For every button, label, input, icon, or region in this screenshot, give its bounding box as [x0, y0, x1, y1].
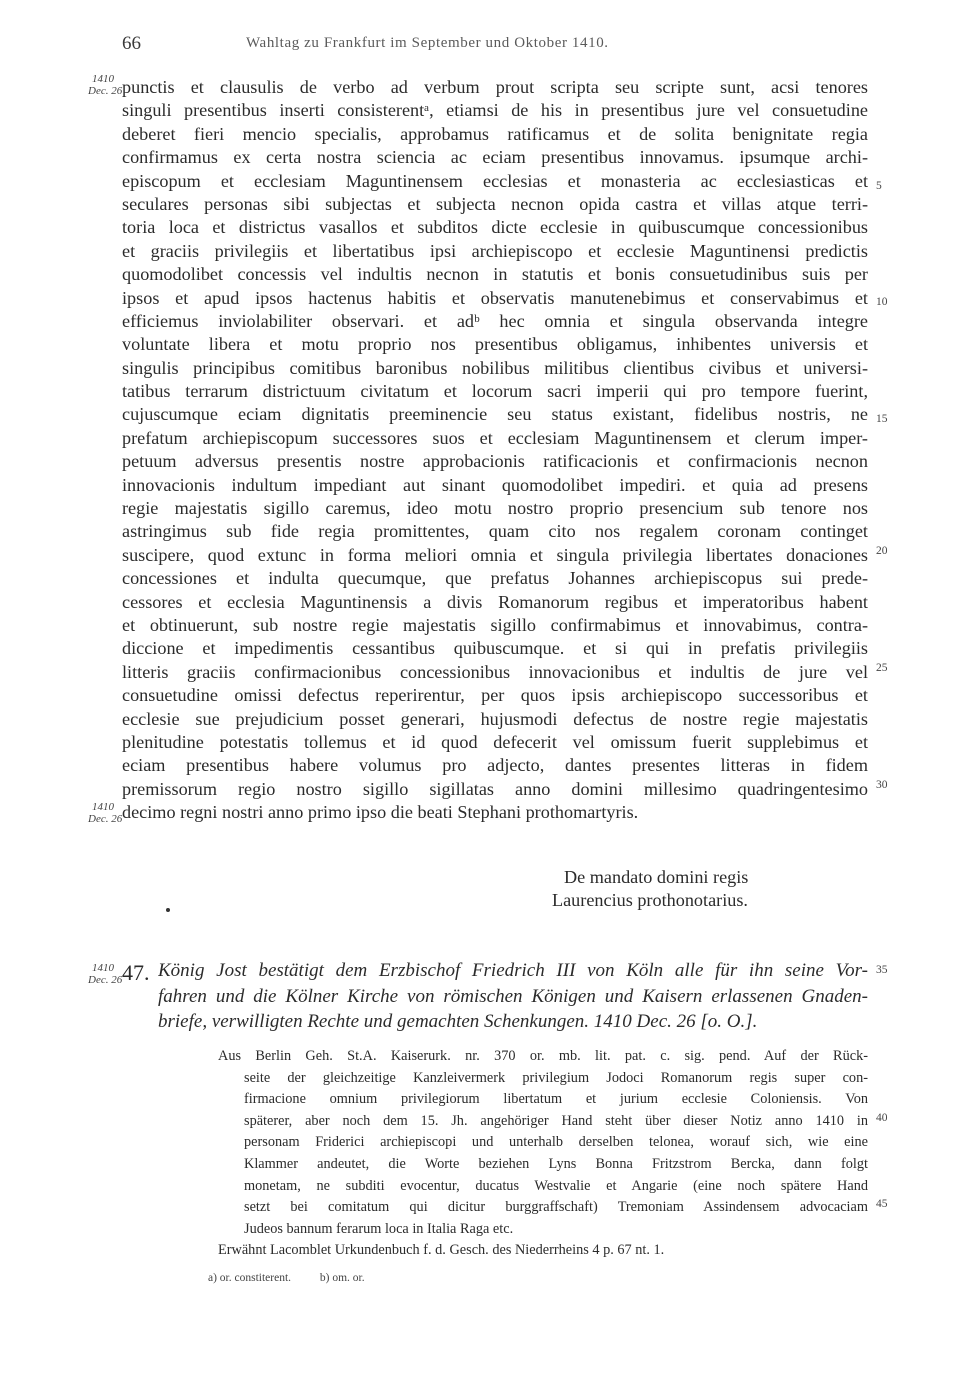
text-line: prefatum archiepiscopum successores suos et ecclesiam Maguntinensem et clerum imper- [122, 427, 868, 448]
margin-year: 1410 [92, 73, 114, 85]
text-line: innovacionis indultum impediant aut sinant quomodolibet impediri. et quia ad presens [122, 474, 868, 495]
note-line: Erwähnt Lacomblet Urkundenbuch f. d. Gesch. des Niederrheins 4 p. 67 nt. 1. [218, 1242, 665, 1259]
line-number: 40 [876, 1112, 888, 1124]
regest-line: briefe, verwilligten Rechte und gemachten Schenkungen. 1410 Dec. 26 [o. O.]. [158, 1011, 758, 1032]
margin-day: Dec. 26 [88, 85, 123, 97]
margin-date-lower [88, 801, 122, 825]
note-line: Klammer andeutet, die Worte beziehen Lyns Bonna Fritzstrom Bercka, dann folgt [244, 1155, 868, 1172]
text-line: singulis principibus comitibus baronibus nobilibus militibus clientibus civibus et universi- [122, 357, 868, 378]
text-line: punctis et clausulis de verbo ad verbum prout scripta seu scripte sunt, acsi tenores [122, 77, 868, 97]
footnote: b) om. or. [319, 1272, 365, 1284]
margin-day: Dec. 26 [88, 974, 123, 986]
regest-line: fahren und die Kölner Kirche von römischen Königen und Kaisern erlassenen Gnaden- [158, 985, 868, 1007]
line-number: 45 [876, 1198, 888, 1210]
text-line: plenitudine potestatis tollemus et id quod defecerit vel omissum fuerit supplebimus et [122, 731, 868, 752]
margin-date-doc [88, 962, 122, 986]
text-line: suscipere, quod extunc in forma meliori omnia et singula privilegia libertates donaciones [122, 544, 868, 565]
text-line: quomodolibet concessis vel indultis necnon in statutis et bonis consuetudinibus suis per [122, 264, 868, 285]
line-number: 10 [876, 296, 888, 308]
regest-line: König Jost bestätigt dem Erzbischof Friedrich III von Köln alle für ihn seine Vor- [158, 960, 868, 981]
text-line: petuum adversus presentis nostre approbacionis ratificacionis et confirmacionis necnon [122, 451, 868, 472]
line-number: 15 [876, 413, 888, 425]
margin-day: Dec. 26 [88, 813, 123, 825]
text-line: astringimus sub fide regia promittentes, quam cito nos regalem coronam continget [122, 521, 868, 542]
text-line: litteris graciis confirmacionibus concessionibus innovacionibus et indultis de jure vel [122, 661, 868, 682]
text-line: cujuscumque eciam dignitatis preeminencie seu status existant, fidelibus nostris, ne [122, 404, 868, 425]
text-line: ipsos et apud ipsos hactenus habitis et observatis manutenebimus et conservabimus et [122, 287, 868, 308]
text-line: et obtinuerunt, sub nostre regie majestatis sigillo confirmabimus et innovabimus, contra- [122, 614, 868, 635]
note-line: monetam, ne subditi evocentur, ducatus Westvalie et Angarie (eine noch spätere Hand [244, 1177, 868, 1194]
text-line: confirmamus ex certa nostra sciencia ac eciam presentibus innovamus. ipsumque archi- [122, 147, 868, 168]
text-line: premissorum regio nostro sigillo sigillatas anno domini millesimo quadringentesimo [122, 778, 868, 799]
note-line: späterer, aber noch dem 15. Jh. angehöriger Hand steht über dieser Notiz anno 1410 in [244, 1112, 868, 1129]
regest [158, 958, 868, 1035]
page-number: 66 [122, 33, 141, 54]
text-line: decimo regni nostri anno primo ipso die beati Stephani prothomartyris. [122, 802, 639, 823]
note-line: Judeos bannum ferarum loca in Italia Raga etc. [244, 1220, 514, 1237]
text-line: episcopum et ecclesiam Maguntinensem ecclesias et monasteria ac ecclesiasticas et [122, 170, 868, 191]
text-line: seculares personas sibi subjectas et subjecta necnon opida castra et villas atque terri- [122, 193, 868, 214]
note-line: firmacione omnium privilegiorum libertatum et jurium ecclesie Coloniensis. Von [244, 1091, 868, 1108]
text-line: diccione et impedimentis cessantibus quibuscumque. et si qui in prefatis privilegiis [122, 638, 868, 659]
line-number: 35 [876, 964, 888, 976]
note-line: Aus Berlin Geh. St.A. Kaiserurk. nr. 370 or. mb. lit. pat. c. sig. pend. Auf der Rück- [218, 1048, 868, 1064]
margin-year: 1410 [92, 962, 114, 974]
margin-year: 1410 [92, 801, 114, 813]
text-line: deberet fieri mencio specialis, approbamus ratificamus et de solita benignitate regia [122, 123, 868, 144]
signature [552, 866, 852, 912]
text-line: cessores et ecclesia Maguntinensis a divis Romanorum regibus et imperatoribus habent [122, 591, 868, 612]
text-line: consuetudine omissi defectus reperirentur, per quos ipsis archiepiscopo successoribus et [122, 685, 868, 706]
page-header [122, 33, 868, 57]
line-number: 25 [876, 662, 888, 674]
signature-line: De mandato domini regis [564, 867, 749, 887]
margin-date-top [88, 73, 122, 97]
text-line: regie majestatis sigillo caremus, ideo motu nostro proprio presencium sub tenore nos [122, 498, 868, 519]
text-line: concessiones et indulta quecumque, que prefatus Johannes archiepiscopus sui prede- [122, 568, 868, 589]
footnotes [208, 1272, 391, 1284]
text-line: voluntate libera et motu proprio nos presentibus obligamus, inhibentes universis et [122, 334, 868, 355]
line-number: 20 [876, 545, 888, 557]
text-line: et graciis privilegiis et libertatibus ipsi archiepiscopo et ecclesie Maguntinensi predictis [122, 240, 868, 261]
main-text [122, 76, 868, 825]
note-line: seite der gleichzeitige Kanzleivermerk privilegium Jodoci Romanorum regis super con- [244, 1069, 868, 1086]
note-line: personam Friderici archiepiscopi und unterhalb derselben telonea, worauf sich, wie eine [244, 1134, 868, 1151]
line-number: 5 [876, 180, 882, 192]
signature-line: Laurencius prothonotarius. [552, 890, 748, 910]
text-line: tatibus terrarum districtuum civitatum et locorum sacri imperii qui pro tempore fuerint, [122, 381, 868, 402]
text-line: ecclesie sue prejudicium posset generari, hujusmodi defectus de nostre regie majestatis [122, 708, 868, 729]
document-number: 47. [122, 960, 150, 985]
text-line: toria loca et districtus vasallos et subditos dicte ecclesie in quibuscumque concessionibus [122, 217, 868, 238]
stray-mark [166, 908, 170, 912]
note-line: setzt bei comitatum qui dicitur burggraffschaft) Tremoniam Assindensem advocaciam [244, 1199, 868, 1216]
running-title: Wahltag zu Frankfurt im September und Oktober 1410. [246, 35, 609, 51]
text-line: singuli presentibus inserti consisterentᵃ, etiamsi de his in presentibus jure vel consuetudine [122, 100, 868, 121]
text-line: eciam presentibus habere volumus pro adjecto, dantes presentes litteras in fidem [122, 755, 868, 776]
line-number: 30 [876, 779, 888, 791]
footnote: a) or. constiterent. [208, 1272, 292, 1284]
text-line: efficiemus inviolabiliter observari. et adᵇ hec omnia et singula observanda integre [122, 310, 868, 331]
source-notes [218, 1046, 868, 1262]
